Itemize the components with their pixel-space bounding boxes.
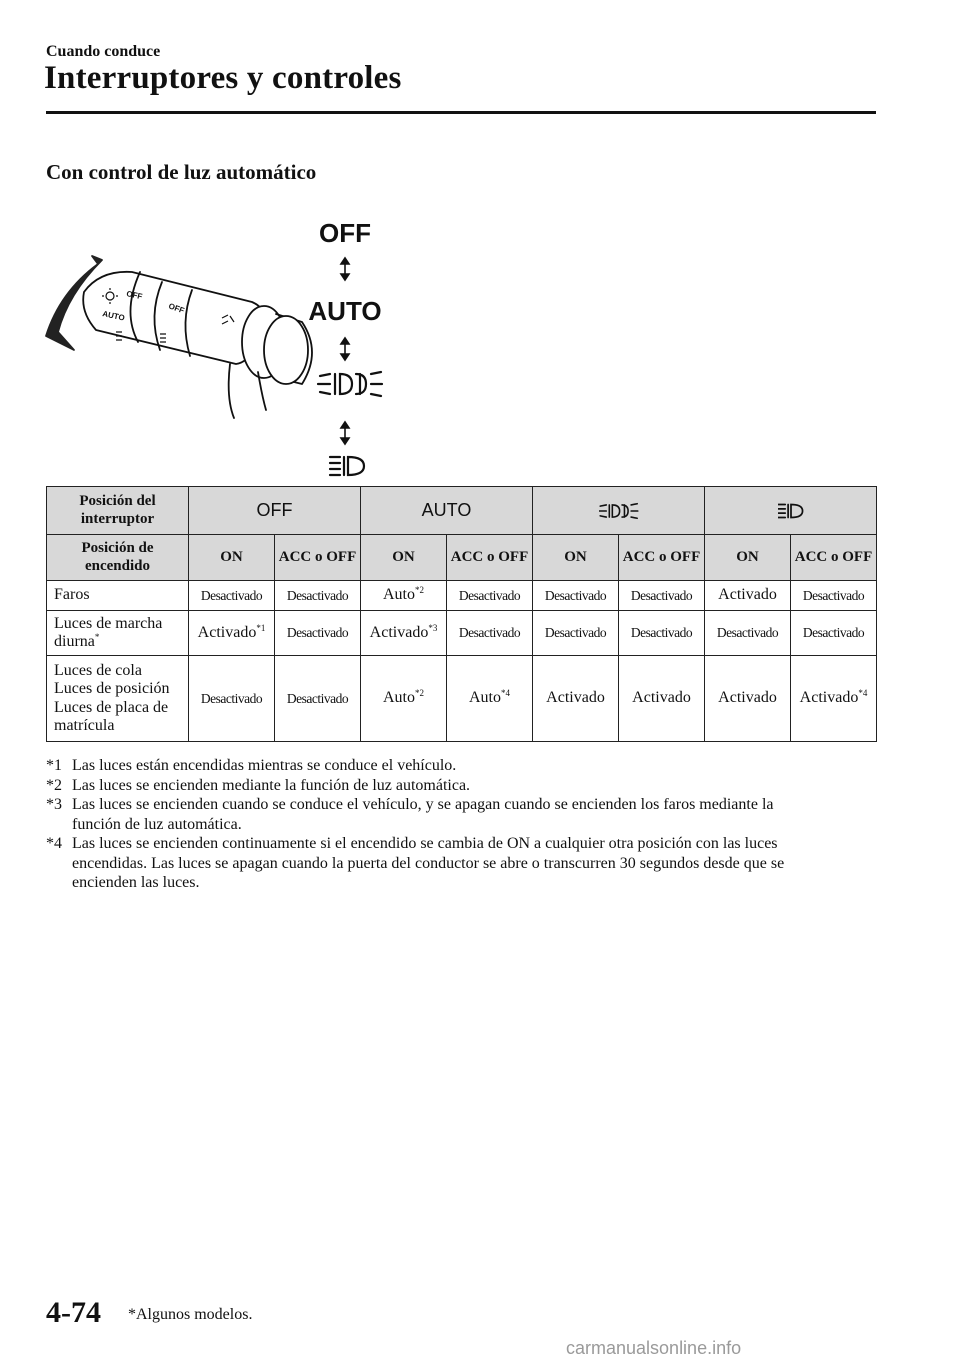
cell-value: Desactivado [802,625,865,641]
headlight-icon [318,372,382,396]
row-label-line: Luces de posición [54,680,170,698]
switch-pos-parking [705,487,877,535]
switch-pos-off: OFF [189,487,361,535]
double-arrow-3 [341,422,349,444]
table-cell [705,656,791,742]
note-line: encienden las luces. [72,874,200,891]
row-label-drl-sup: * [94,632,100,642]
parking-light-icon [778,502,804,520]
cell-value: Activado [197,623,257,641]
cell-value: Activado [546,689,605,707]
table-cell [189,581,275,611]
cell-value: Desactivado [544,625,607,641]
table-cell [533,611,619,656]
cell-note-ref: *2 [415,688,424,699]
row-label-tail-lights [47,656,189,742]
row-label-line: Luces de cola [54,661,142,679]
cell-value: Desactivado [630,625,693,641]
cell-value: Desactivado [458,625,521,641]
title-rule [46,111,876,114]
switch-pos-headlight [533,487,705,535]
table-cell [361,611,447,656]
stalk-label-off-1: OFF [125,289,144,302]
illus-label-off: OFF [319,218,371,248]
ignition-pos: ON [361,535,447,581]
note-line: Las luces se encienden mediante la función de luz automática. [72,776,471,794]
row-label-drl-text: Luces de marcha diurna [54,614,163,650]
row-label-faros: Faros [47,581,189,611]
table-row [47,611,877,656]
cell-note-ref: *4 [858,688,868,699]
ignition-pos: ON [533,535,619,581]
note-line: encendidas. Las luces se apagan cuando la puerta del conductor se abre o transcurren 30 segundos desde que se [72,854,785,872]
subtitle: Con control de luz automático [46,160,317,184]
table-cell [791,611,877,656]
note-item [46,795,886,834]
cell-value: Desactivado [286,690,349,706]
note-text [72,776,470,796]
illus-label-auto: AUTO [308,296,382,326]
switch-pos-auto: AUTO [361,487,533,535]
table-cell [361,656,447,742]
row-label-drl [47,611,189,656]
cell-note-ref: *1 [256,622,266,633]
table-cell [533,581,619,611]
headlight-icon [599,502,639,520]
note-item [46,756,886,776]
section-label: Cuando conduce [46,43,161,60]
cell-note-ref: *4 [501,688,510,699]
switch-position-label: Posición del interruptor [47,487,189,535]
cell-note-ref: *2 [415,585,424,596]
ignition-pos: ON [189,535,275,581]
ignition-pos: ACC o OFF [275,535,361,581]
row-label-line: matrícula [54,716,115,734]
ignition-pos: ACC o OFF [791,535,877,581]
cell-value: Activado [369,623,429,641]
table-cell [189,611,275,656]
cell-value: Desactivado [630,587,693,603]
light-switch-illustration [40,212,400,487]
watermark: carmanualsonline.info [566,1338,742,1358]
ignition-position-label: Posición de encendido [47,535,189,581]
ignition-position-row [47,535,877,581]
table-cell [705,611,791,656]
table-cell [189,656,275,742]
cell-value: Auto [469,689,501,707]
ignition-pos: ACC o OFF [447,535,533,581]
switch-position-row [47,487,877,535]
table-cell [619,611,705,656]
cell-value: Activado [718,586,777,604]
note-text [72,834,784,893]
note-key: *3 [46,796,62,813]
cell-value: Desactivado [200,587,263,603]
table-cell [619,581,705,611]
cell-value: Auto [383,689,415,707]
switch-position-table [46,486,877,742]
table-cell [275,656,361,742]
note-line: Las luces se encienden continuamente si el encendido se cambia de ON a cualquier otra posición con las luces [72,835,778,852]
note-key: *2 [46,776,62,794]
table-row [47,656,877,742]
footnotes [46,756,886,893]
table-cell [275,581,361,611]
table-cell [447,656,533,742]
ignition-pos: ON [705,535,791,581]
table-row [47,581,877,611]
note-item [46,834,886,893]
page-number: 4-74 [46,1296,101,1329]
note-line: Las luces están encendidas mientras se conduce el vehículo. [72,757,457,774]
stalk-label-auto: AUTO [101,309,126,323]
double-arrow-2 [341,338,349,360]
cell-value: Activado [718,689,777,707]
table-cell [275,611,361,656]
cell-value: Desactivado [286,587,349,603]
note-text [72,795,774,834]
note-key: *1 [46,757,62,774]
page-title: Interruptores y controles [44,60,402,96]
cell-note-ref: *3 [428,622,438,633]
note-text [72,756,456,776]
note-item [46,776,886,796]
note-line: función de luz automática. [72,815,242,833]
note-line: Las luces se encienden cuando se conduce el vehículo, y se apagan cuando se encienden los faros mediante la [72,796,774,813]
models-footnote: *Algunos modelos. [128,1306,253,1323]
cell-value: Desactivado [802,587,865,603]
row-label-line: Luces de placa de [54,698,169,716]
parking-light-icon [330,457,364,475]
cell-value: Auto [383,586,415,604]
table-cell [705,581,791,611]
table-cell [791,656,877,742]
table-cell [361,581,447,611]
ignition-pos: ACC o OFF [619,535,705,581]
table-cell [447,581,533,611]
cell-value: Activado [632,689,691,707]
cell-value: Desactivado [286,625,349,641]
table-cell [791,581,877,611]
table-cell [619,656,705,742]
table-cell [533,656,619,742]
cell-value: Desactivado [544,587,607,603]
cell-value: Desactivado [716,625,779,641]
note-key: *4 [46,835,62,852]
cell-value: Desactivado [458,587,521,603]
double-arrow-1 [341,258,349,280]
cell-value: Activado [799,689,859,707]
stalk-label-off-2: OFF [167,301,186,316]
cell-value: Desactivado [200,690,263,706]
table-cell [447,611,533,656]
